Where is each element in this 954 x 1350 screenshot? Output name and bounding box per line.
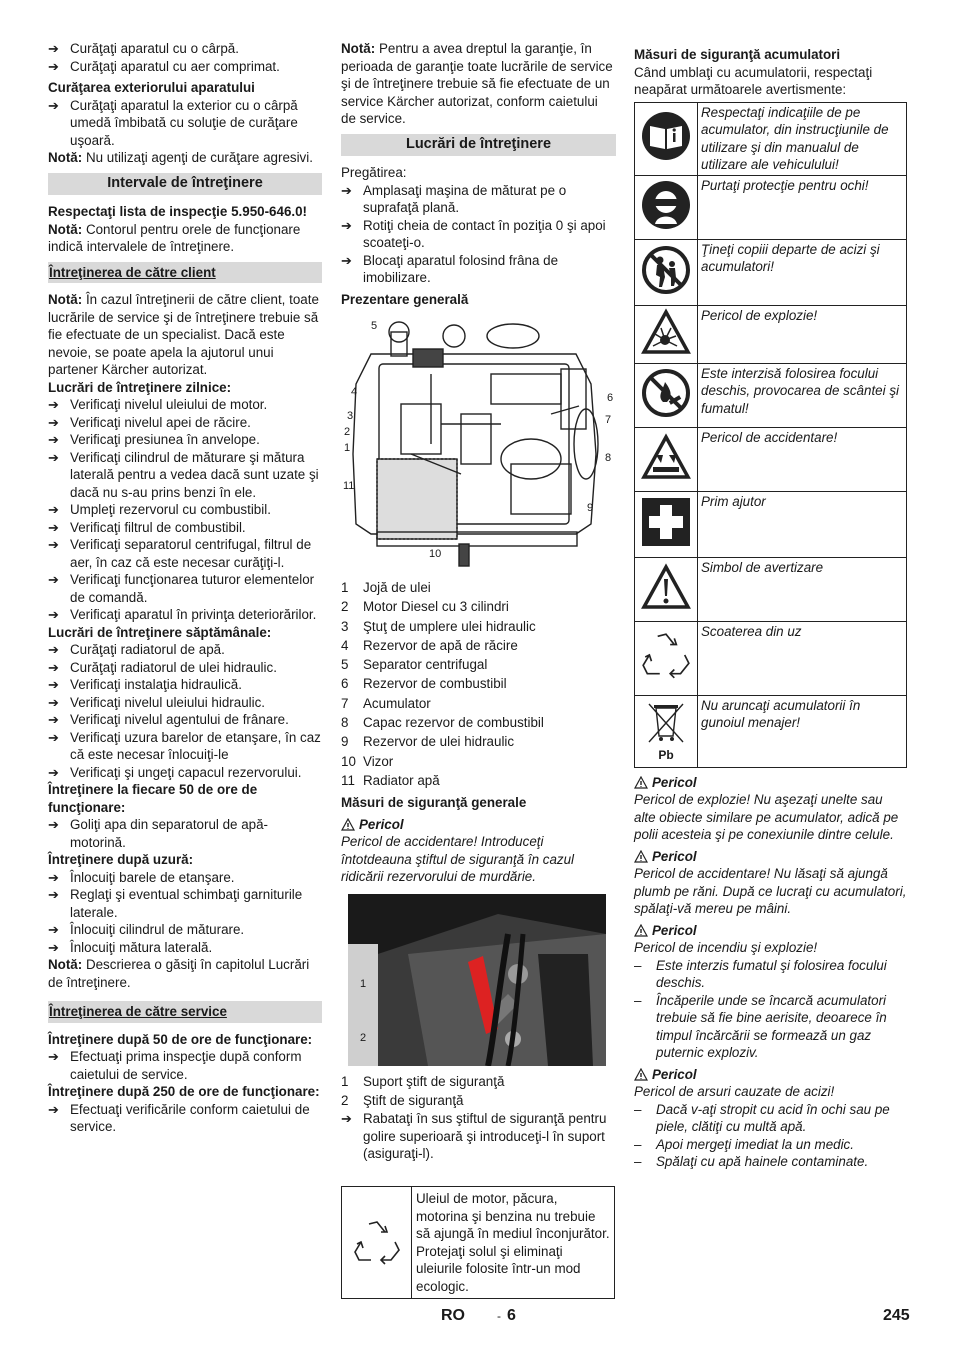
dash-bullet: – xyxy=(634,992,642,1008)
table-text: Pericol de accidentare! xyxy=(698,427,907,491)
footer-dash: - xyxy=(497,1309,501,1323)
list-item: ➔ Înlocuiţi barele de etanşare. xyxy=(48,869,235,885)
arrow-icon: ➔ xyxy=(48,414,59,430)
legend-item: 11 Radiator apă xyxy=(341,772,440,788)
section-heading: Lucrări de întreţinere zilnice: xyxy=(48,379,232,395)
legend-item: 4 Rezervor de apă de răcire xyxy=(341,637,518,653)
arrow-icon: ➔ xyxy=(48,659,59,675)
subsection-bar: Întreţinerea de către client xyxy=(48,262,322,284)
arrow-icon: ➔ xyxy=(48,41,59,56)
table-text: Pericol de explozie! xyxy=(698,305,907,363)
arrow-icon: ➔ xyxy=(48,887,59,902)
danger-heading: Pericol xyxy=(634,774,907,792)
eye-protection-icon xyxy=(635,175,698,239)
arrow-icon: ➔ xyxy=(48,397,59,412)
callout-label: 4 xyxy=(351,386,358,398)
corrosive-icon xyxy=(635,427,698,491)
section-heading: Prezentare generală xyxy=(341,291,469,307)
subsection-bar: Întreţinerea de către service xyxy=(48,1001,322,1023)
step: ➔ Efectuaţi verificările conform caietului de service. xyxy=(48,1101,310,1134)
danger-heading: Pericol xyxy=(341,816,616,834)
arrow-icon: ➔ xyxy=(48,97,59,113)
note: Notă: Nu utilizaţi agenţi de curăţare agresivi. xyxy=(48,150,313,165)
callout-label: 5 xyxy=(371,320,378,332)
danger-text: Pericol de accidentare! Nu lăsaţi să ajungă plumb pe răni. După ce lucraţi cu acumulatori, spălaţi-vă mereu pe mâini. xyxy=(634,866,907,916)
danger-list xyxy=(634,957,907,1062)
list-item: ➔ Reglaţi şi eventual schimbaţi garniturile laterale. xyxy=(48,887,303,920)
list-item: ➔ Goliţi apa din separatorul de apă-motorină. xyxy=(48,817,269,850)
list-item: ➔ Verificaţi şi ungeţi capacul rezervorului. xyxy=(48,764,302,780)
dash-bullet: – xyxy=(634,1154,642,1169)
list-item: ➔ Verificaţi instalaţia hidraulică. xyxy=(48,677,242,692)
footer-total-page: 245 xyxy=(883,1307,910,1324)
legend-item: 3 Ştuţ de umplere ulei hidraulic xyxy=(341,618,536,634)
list-item: ➔ Înlocuiţi mătura laterală. xyxy=(48,939,213,955)
list-item: ➔ Curăţaţi radiatorul de apă. xyxy=(48,642,225,657)
arrow-icon: ➔ xyxy=(48,939,59,955)
list-item: – Încăperile unde se încarcă acumulatori trebuie să fie bine aerisite, deoarece în timpul încărcării se formează un gaz puternic exploziv. xyxy=(634,992,887,1060)
no-fire-icon xyxy=(635,363,698,427)
warning-icon xyxy=(635,557,698,621)
arrow-icon: ➔ xyxy=(48,1049,59,1064)
arrow-icon: ➔ xyxy=(48,817,59,832)
arrow-icon: ➔ xyxy=(48,764,59,780)
arrow-icon: ➔ xyxy=(341,252,352,268)
list-item: – Spălaţi cu apă hainele contaminate. xyxy=(634,1154,869,1169)
dash-bullet: – xyxy=(634,1101,642,1117)
lead-label: Pb xyxy=(658,747,674,762)
table-text: Respectaţi indicaţiile de pe acumulator, din instrucţiunile de utilizare şi din manualul de utilizare ale vehiculului! xyxy=(698,102,907,175)
prep-list xyxy=(341,182,616,287)
arrow-icon: ➔ xyxy=(48,694,59,710)
legend-item: 8 Capac rezervor de combustibil xyxy=(341,715,544,731)
step: ➔ Efectuaţi prima inspecţie după conform caietului de service. xyxy=(48,1049,302,1082)
legend-item: 2 Ştift de siguranţă xyxy=(341,1093,464,1109)
dash-bullet: – xyxy=(634,1136,642,1152)
intro-text: Când umblaţi cu acumulatorii, respectaţi neapărat următoarele avertismente: xyxy=(634,64,873,97)
arrow-icon: ➔ xyxy=(48,869,59,885)
arrow-icon: ➔ xyxy=(48,922,59,937)
warranty-note: Notă: Pentru a avea dreptul la garanţie, în perioada de garanţie toate lucrările de service şi de întreţinere trebuie să fie efectuate de un service Kärcher autorizat, conform caietului de service. xyxy=(341,41,613,126)
list-item: ➔ Curăţaţi radiatorul de ulei hidraulic. xyxy=(48,659,277,675)
list-item: – Este interzis fumatul şi folosirea focului deschis. xyxy=(634,957,887,990)
danger-text: Pericol de accidentare! Introduceţi întotdeauna ştiftul de siguranţă în cazul ridicării rezervorului de murdărie. xyxy=(341,834,575,885)
callout-label: 6 xyxy=(607,392,614,404)
warning-triangle-icon xyxy=(634,776,648,789)
list-item: ➔ Verificaţi funcţionarea tuturor elementelor de comandă. xyxy=(48,572,315,605)
arrow-icon: ➔ xyxy=(341,217,352,233)
table-text: Simbol de avertizare xyxy=(698,557,907,621)
callout-label: 1 xyxy=(344,442,351,454)
arrow-icon: ➔ xyxy=(48,677,59,692)
inspection-note: Respectaţi lista de inspecţie 5.950-646.0! xyxy=(48,204,308,219)
arrow-icon: ➔ xyxy=(48,432,59,447)
daily-list xyxy=(48,396,322,624)
arrow-icon: ➔ xyxy=(48,642,59,657)
arrow-icon: ➔ xyxy=(341,1111,352,1127)
prep-label: Pregătirea: xyxy=(341,165,407,180)
section-heading: Curăţarea exteriorului aparatului xyxy=(48,80,255,95)
section-bar: Lucrări de întreţinere xyxy=(341,134,616,157)
keep-children-away-icon xyxy=(635,239,698,305)
section-heading: Întreţinere după 250 de ore de funcţionare: xyxy=(48,1084,320,1099)
list-item: – Apoi mergeţi imediat la un medic. xyxy=(634,1136,854,1152)
warning-triangle-icon xyxy=(634,850,648,863)
safety-pin-drawing xyxy=(348,894,606,1066)
legend-item: 1 Jojă de ulei xyxy=(341,580,431,595)
list-item: – Dacă v-aţi stropit cu acid în ochi sau pe piele, clătiţi cu multă apă. xyxy=(634,1101,890,1134)
column-3 xyxy=(634,40,907,1171)
machine-overview-figure xyxy=(341,314,616,572)
list-item: ➔ Verificaţi nivelul uleiului hidraulic. xyxy=(48,694,266,710)
legend-item: 5 Separator centrifugal xyxy=(341,657,488,673)
table-text: Este interzisă folosirea focului deschis, provocarea de scântei şi fumatul! xyxy=(698,363,907,427)
machine-drawing xyxy=(341,314,616,572)
list-item: ➔ Blocaţi aparatul folosind frâna de imobilizare. xyxy=(341,252,559,285)
callout-label: 8 xyxy=(605,452,612,464)
list-item: ➔ Rotiţi cheia de contact în poziţia 0 şi apoi scoateţi-o. xyxy=(341,217,606,250)
first-aid-icon xyxy=(635,491,698,557)
arrow-icon: ➔ xyxy=(48,1101,59,1117)
list-item: ➔ Amplasaţi maşina de măturat pe o suprafaţă plană. xyxy=(341,182,567,215)
environment-box xyxy=(341,1186,615,1299)
arrow-icon: ➔ xyxy=(48,519,59,535)
step: ➔ Curăţaţi aparatul cu o cârpă. xyxy=(48,41,239,56)
arrow-icon: ➔ xyxy=(48,712,59,727)
wear-list xyxy=(48,869,322,957)
list-item: ➔ Verificaţi filtrul de combustibil. xyxy=(48,519,246,535)
section-heading: Lucrări de întreţinere săptămânale: xyxy=(48,624,272,640)
weekly-list xyxy=(48,641,322,781)
note: Notă: În cazul întreţinerii de către client, toate lucrările de service şi de întreţinere trebuie să fie efectuate de un specialist. Dacă este nevoie, se poate apela la ajutorul unui partener Kärcher autorizat. xyxy=(48,292,319,377)
list-item: ➔ Verificaţi separatorul centrifugal, filtrul de aer, în caz că este necesar curăţiţi-l. xyxy=(48,537,312,570)
danger-list xyxy=(634,1101,907,1171)
legend-item: 6 Rezervor de combustibil xyxy=(341,676,507,692)
list-item: ➔ Verificaţi presiunea în anvelope. xyxy=(48,432,260,447)
arrow-icon: ➔ xyxy=(48,58,59,74)
danger-heading: Pericol xyxy=(634,922,907,940)
photo-callout: 2 xyxy=(360,1031,367,1044)
legend-item: 1 Suport ştift de siguranţă xyxy=(341,1073,505,1089)
legend-item: 10 Vizor xyxy=(341,753,394,769)
list-item: ➔ Verificaţi cilindrul de măturare şi mătura laterală pentru a vedea dacă sunt uzate şi dacă nu s-au prins benzi în ele. xyxy=(48,449,319,500)
arrow-icon: ➔ xyxy=(48,729,59,745)
callout-label: 3 xyxy=(347,410,354,422)
section-heading: Întreţinere după uzură: xyxy=(48,852,194,867)
safety-pin-photo xyxy=(348,894,606,1066)
section-heading: Întreţinere la fiecare 50 de ore de funcţionare: xyxy=(48,782,258,815)
section-heading: Măsuri de siguranţă acumulatori xyxy=(634,47,841,62)
callout-label: 7 xyxy=(605,414,612,426)
no-trash-icon xyxy=(635,695,698,767)
arrow-icon: ➔ xyxy=(341,182,352,198)
photo-callout: 1 xyxy=(360,977,367,990)
h50-list xyxy=(48,816,322,851)
callout-label: 10 xyxy=(429,548,442,560)
danger-text: Pericol de arsuri cauzate de acizi! xyxy=(634,1084,835,1099)
dash-bullet: – xyxy=(634,957,642,973)
legend-item: 7 Acumulator xyxy=(341,695,431,711)
table-text: Purtaţi protecţie pentru ochi! xyxy=(698,175,907,239)
danger-heading: Pericol xyxy=(634,1066,907,1084)
step: ➔ Curăţaţi aparatul cu aer comprimat. xyxy=(48,58,280,74)
list-item: ➔ Înlocuiţi cilindrul de măturare. xyxy=(48,922,245,937)
arrow-icon: ➔ xyxy=(48,607,59,622)
table-text: Scoaterea din uz xyxy=(698,621,907,695)
list-item: ➔ Umpleţi rezervorul cu combustibil. xyxy=(48,502,271,517)
column-1 xyxy=(48,40,322,1136)
legend-item: 9 Rezervor de ulei hidraulic xyxy=(341,734,515,750)
arrow-icon: ➔ xyxy=(48,502,59,517)
arrow-icon: ➔ xyxy=(48,449,59,465)
warning-triangle-icon xyxy=(634,1068,648,1081)
section-heading: Măsuri de siguranţă generale xyxy=(341,795,527,811)
danger-text: Pericol de explozie! Nu aşezaţi unelte sau alte obiecte similare pe acumulator, adică pe polii acesteia şi pe conexiunile dintre celule. xyxy=(634,792,899,842)
note: Notă: Contorul pentru orele de funcţionare indică intervalele de întreţinere. xyxy=(48,221,301,254)
table-text: Nu aruncaţi acumulatorii în gunoiul menajer! xyxy=(698,695,907,767)
overview-legend xyxy=(341,578,616,790)
arrow-icon: ➔ xyxy=(48,572,59,587)
list-item: ➔ Verificaţi uzura barelor de etanşare, în caz că este necesar înlocuiţi-le xyxy=(48,729,321,762)
step: ➔ Rabataţi în sus ştiftul de siguranţă pentru golire superioară şi introduceţi-l în suport (asiguraţi-l). xyxy=(341,1111,607,1162)
table-text: Ţineţi copiii departe de acizi şi acumulatori! xyxy=(698,239,907,305)
pin-legend xyxy=(341,1072,616,1111)
danger-heading: Pericol xyxy=(634,848,907,866)
warning-triangle-icon xyxy=(341,818,355,831)
callout-label: 11 xyxy=(343,480,355,492)
explosion-icon xyxy=(635,305,698,363)
section-bar: Intervale de întreţinere xyxy=(48,173,322,196)
section-heading: Întreţinere după 50 de ore de funcţionare: xyxy=(48,1031,313,1047)
environment-text: Uleiul de motor, păcura, motorina şi benzina nu trebuie să ajungă în mediul înconjurător. Protejaţi solul şi eliminaţi uleiurile folosite într-un mod ecologic. xyxy=(416,1191,610,1294)
warning-triangle-icon xyxy=(634,924,648,937)
list-item: ➔ Verificaţi aparatul în privinţa deteriorărilor. xyxy=(48,607,317,622)
list-item: ➔ Verificaţi nivelul uleiului de motor. xyxy=(48,397,268,412)
table-text: Prim ajutor xyxy=(698,491,907,557)
callout-label: 2 xyxy=(344,426,351,438)
list-item: ➔ Verificaţi nivelul agentului de frânare. xyxy=(48,712,289,727)
danger-text: Pericol de incendiu şi explozie! xyxy=(634,940,818,955)
battery-safety-table xyxy=(634,102,907,768)
manual-icon xyxy=(635,102,698,175)
legend-item: 2 Motor Diesel cu 3 cilindri xyxy=(341,599,509,615)
list-item: ➔ Verificaţi nivelul apei de răcire. xyxy=(48,414,251,430)
callout-label: 9 xyxy=(587,502,594,514)
recycle-icon xyxy=(342,1187,412,1298)
recycle-icon xyxy=(635,621,698,695)
step: ➔ Curăţaţi aparatul la exterior cu o cârpă umedă îmbibată cu soluţie de curăţare uşoară. xyxy=(48,97,298,148)
arrow-icon: ➔ xyxy=(48,537,59,552)
note: Notă: Descrierea o găsiţi în capitolul Lucrări de întreţinere. xyxy=(48,957,310,990)
footer-page: 6 xyxy=(507,1307,516,1324)
footer-language: RO xyxy=(441,1307,465,1324)
column-2 xyxy=(341,40,616,1300)
